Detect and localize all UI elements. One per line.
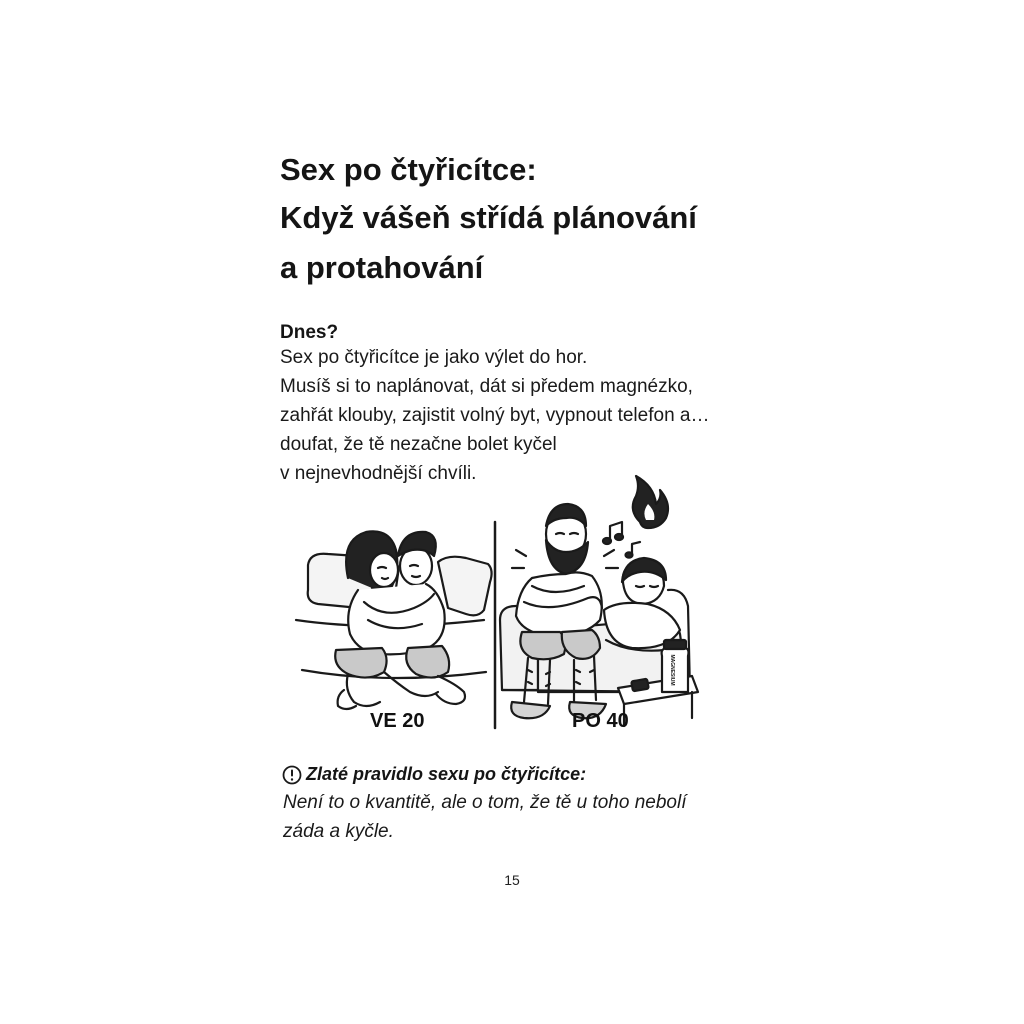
body-line-2: Musíš si to naplánovat, dát si předem magnézko, [280, 376, 693, 397]
section-heading: Dnes? [280, 322, 339, 343]
comparison-illustration [288, 470, 703, 740]
rule-line-2: záda a kyčle. [283, 821, 394, 842]
body-line-4: doufat, že tě nezačne bolet kyčel [280, 434, 557, 455]
rule-heading-text: Zlaté pravidlo sexu po čtyřicítce: [306, 764, 587, 784]
body-line-1: Sex po čtyřicítce je jako výlet do hor. [280, 347, 588, 368]
caption-ve-20: VE 20 [370, 710, 425, 732]
body-line-3: zahřát klouby, zajistit volný byt, vypnout telefon a… [280, 405, 710, 426]
older-couple-drawing [500, 504, 698, 726]
caption-po-40: PO 40 [572, 710, 629, 732]
young-couple-drawing [296, 531, 492, 709]
body-line-5: v nejnevhodnější chvíli. [280, 463, 477, 484]
page-title-line-1: Sex po čtyřicítce: [280, 152, 537, 187]
fire-icon [633, 476, 668, 528]
exclamation-circle-icon [282, 765, 302, 785]
page-title-line-3: a protahování [280, 250, 484, 285]
page-title-line-2: Když vášeň střídá plánování [280, 200, 697, 235]
bottle-label: MAGNESIUM [669, 654, 675, 686]
rule-line-1: Není to o kvantitě, ale o tom, že tě u toho nebolí [283, 792, 687, 813]
page-number: 15 [504, 872, 520, 888]
rule-heading [282, 764, 586, 785]
